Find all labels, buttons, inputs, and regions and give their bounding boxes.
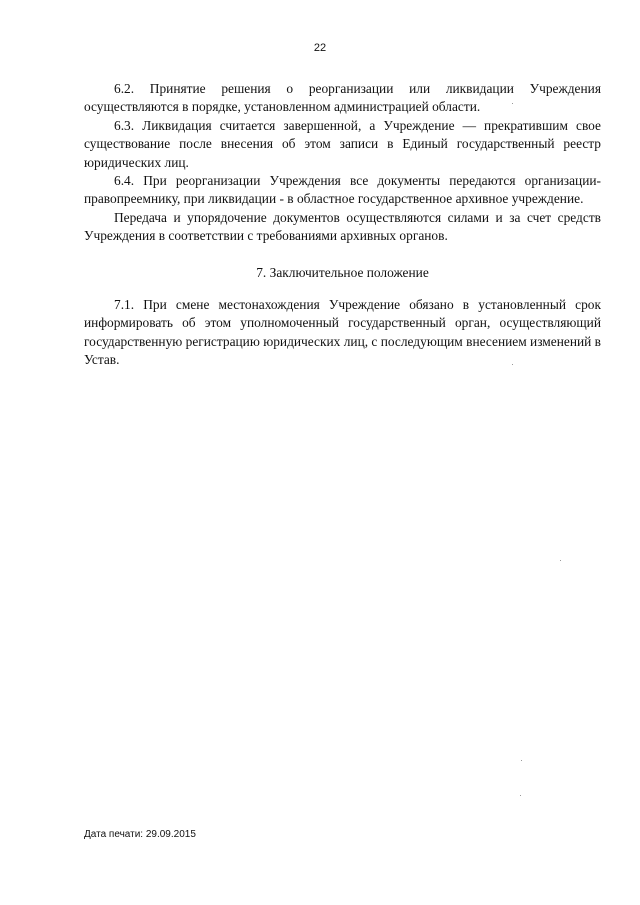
scan-speck [512,364,513,365]
paragraph-6-4: 6.4. При реорганизации Учреждения все документы передаются организации-правопреемнику, при ликвидации - в областное государственное архивное учреждение. [84,173,601,207]
paragraph-7-1: 7.1. При смене местонахождения Учреждение обязано в установленный срок информировать об этом уполномоченный государственный орган, осуществляющий государственную регистрацию юридических лиц, с последующим внесением изменений в Устав. [84,297,601,368]
scan-speck [520,795,521,796]
paragraph-archive-transfer: Передача и упорядочение документов осуществляются силами и за счет средств Учреждения в соответствии с требованиями архивных органов. [84,209,601,244]
section-7-heading: 7. Заключительное положение [256,264,429,280]
paragraph-6-3: 6.3. Ликвидация считается завершенной, а Учреждение — прекратившим свое существование после внесения об этом записи в Единый государственный реестр юридических лиц. [84,117,601,170]
scan-speck [512,103,513,104]
scan-speck [560,560,561,561]
document-body [84,80,601,370]
page-number: 22 [313,42,327,54]
print-date: Дата печати: 29.09.2015 [84,829,196,840]
paragraph-6-2: 6.2. Принятие решения о реорганизации или ликвидации Учреждения осуществляются в порядке, установленном администрацией области. [84,81,601,115]
scan-speck [521,760,522,761]
